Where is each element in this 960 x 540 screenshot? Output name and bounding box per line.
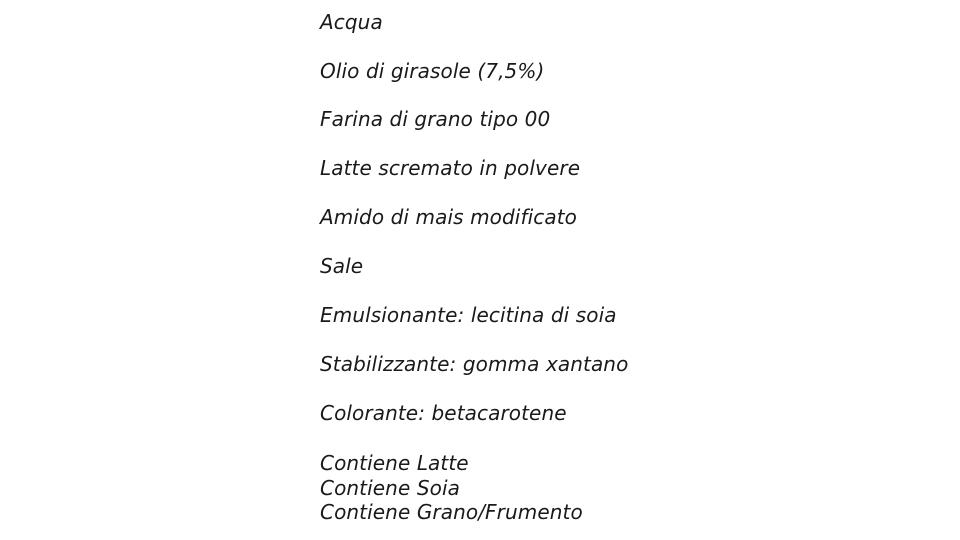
allergen-item: Contiene Soia bbox=[320, 476, 460, 500]
ingredient-item: Acqua bbox=[320, 10, 383, 34]
ingredient-item: Stabilizzante: gomma xantano bbox=[320, 352, 629, 376]
ingredient-item: Farina di grano tipo 00 bbox=[320, 107, 551, 131]
ingredient-item: Amido di mais modificato bbox=[320, 205, 577, 229]
ingredient-item: Olio di girasole (7,5%) bbox=[320, 59, 545, 83]
allergen-item: Contiene Grano/Frumento bbox=[320, 500, 583, 524]
allergen-item: Contiene Latte bbox=[320, 451, 469, 475]
ingredient-item: Latte scremato in polvere bbox=[320, 156, 581, 180]
ingredient-item: Sale bbox=[320, 254, 364, 278]
ingredient-item: Emulsionante: lecitina di soia bbox=[320, 303, 617, 327]
ingredients-list bbox=[320, 0, 840, 540]
ingredient-item: Colorante: betacarotene bbox=[320, 401, 567, 425]
